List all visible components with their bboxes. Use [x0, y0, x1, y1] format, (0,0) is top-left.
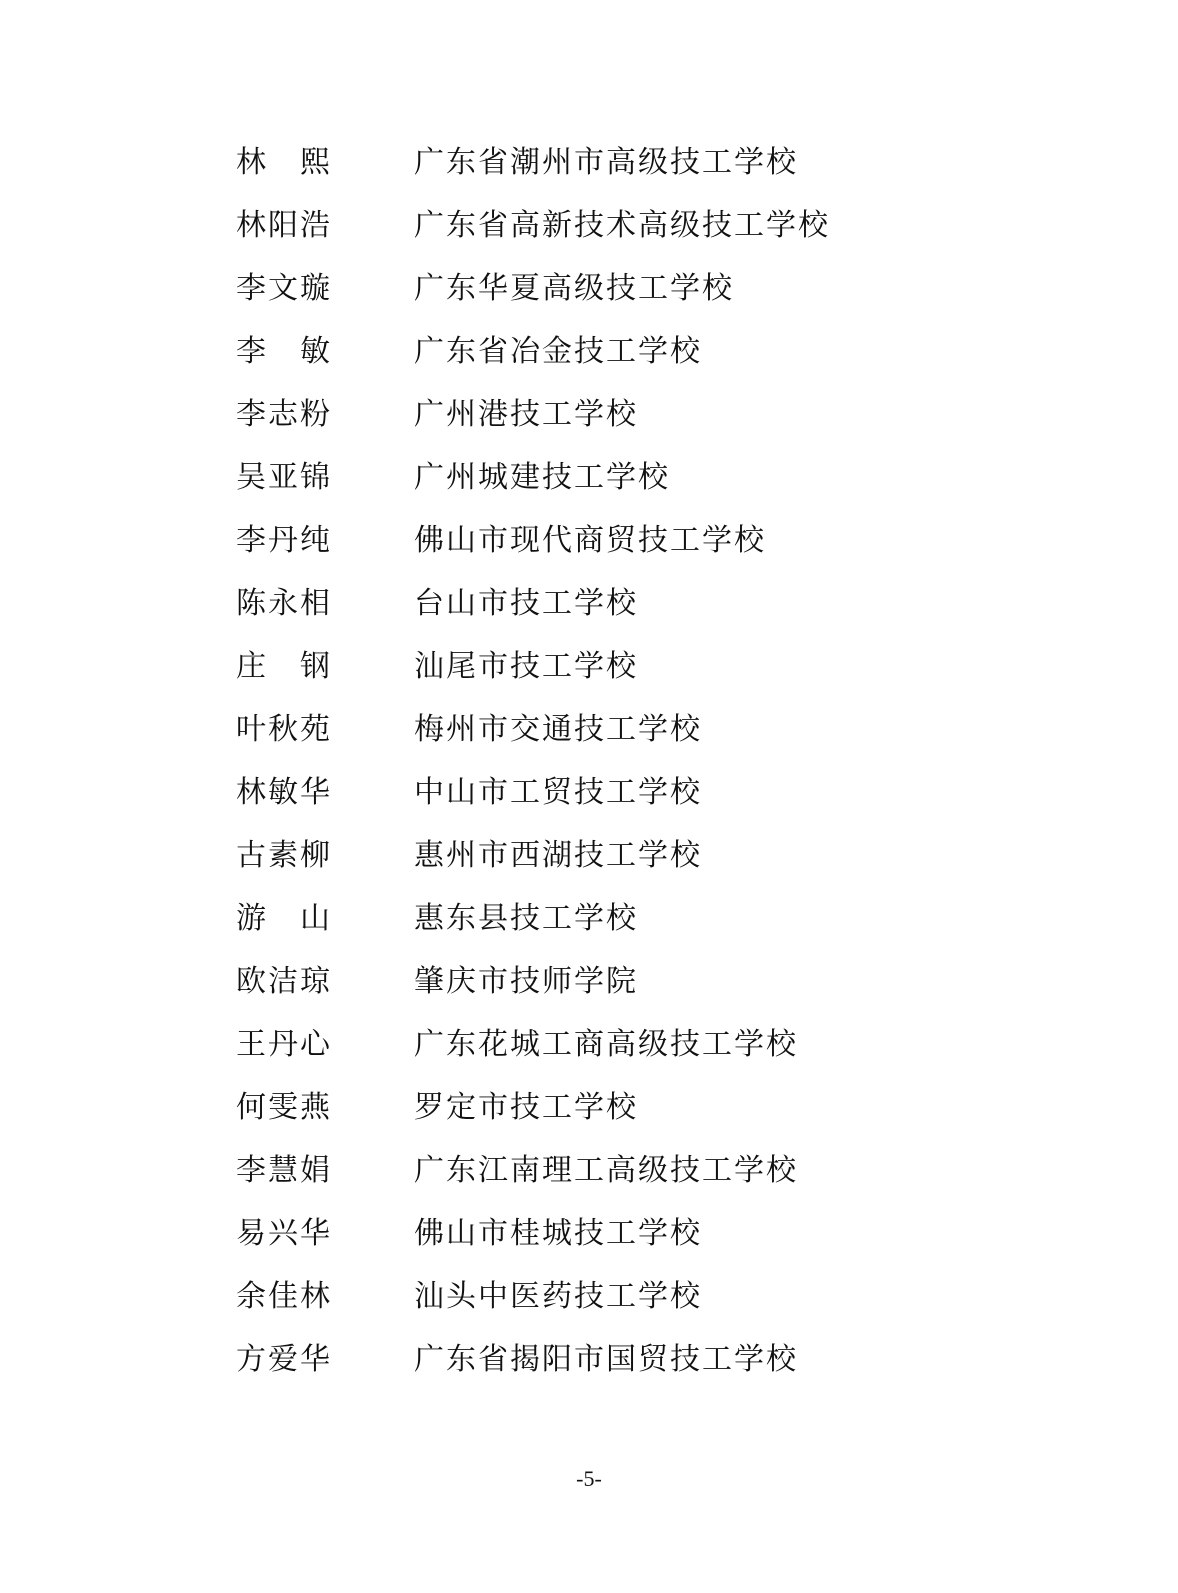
list-item	[236, 883, 996, 946]
list-item	[236, 1324, 996, 1387]
person-name: 方爱华	[236, 1341, 332, 1377]
person-name: 古素柳	[236, 837, 332, 873]
list-item	[236, 316, 996, 379]
school-name: 广东华夏高级技工学校	[414, 270, 734, 306]
list-item	[236, 1009, 996, 1072]
school-name: 广东省潮州市高级技工学校	[414, 144, 798, 180]
school-name: 广东省高新技术高级技工学校	[414, 207, 830, 243]
person-name: 何雯燕	[236, 1089, 332, 1125]
list-item	[236, 1261, 996, 1324]
list-item	[236, 1135, 996, 1198]
person-name: 林阳浩	[236, 207, 332, 243]
list-item	[236, 1072, 996, 1135]
school-name: 佛山市桂城技工学校	[414, 1215, 702, 1251]
list-item	[236, 820, 996, 883]
school-name: 佛山市现代商贸技工学校	[414, 522, 766, 558]
person-name: 李 敏	[236, 333, 332, 369]
school-name: 广东花城工商高级技工学校	[414, 1026, 798, 1062]
person-name: 吴亚锦	[236, 459, 332, 495]
school-name: 梅州市交通技工学校	[414, 711, 702, 747]
list-item	[236, 190, 996, 253]
name-list	[236, 127, 996, 1387]
school-name: 汕头中医药技工学校	[414, 1278, 702, 1314]
list-item	[236, 127, 996, 190]
list-item	[236, 505, 996, 568]
school-name: 惠东县技工学校	[414, 900, 638, 936]
page-number: -5-	[576, 1466, 602, 1491]
list-item	[236, 1198, 996, 1261]
person-name: 游 山	[236, 900, 332, 936]
list-item	[236, 631, 996, 694]
school-name: 汕尾市技工学校	[414, 648, 638, 684]
person-name: 林 熙	[236, 144, 332, 180]
school-name: 中山市工贸技工学校	[414, 774, 702, 810]
person-name: 易兴华	[236, 1215, 332, 1251]
person-name: 王丹心	[236, 1026, 332, 1062]
list-item	[236, 694, 996, 757]
list-item	[236, 757, 996, 820]
school-name: 惠州市西湖技工学校	[414, 837, 702, 873]
list-item	[236, 442, 996, 505]
school-name: 肇庆市技师学院	[414, 963, 638, 999]
person-name: 李慧娟	[236, 1152, 332, 1188]
person-name: 李文璇	[236, 270, 332, 306]
person-name: 余佳林	[236, 1278, 332, 1314]
school-name: 台山市技工学校	[414, 585, 638, 621]
school-name: 广东省冶金技工学校	[414, 333, 702, 369]
person-name: 陈永相	[236, 585, 332, 621]
person-name: 李志粉	[236, 396, 332, 432]
person-name: 叶秋苑	[236, 711, 332, 747]
school-name: 广州港技工学校	[414, 396, 638, 432]
person-name: 李丹纯	[236, 522, 332, 558]
school-name: 广东省揭阳市国贸技工学校	[414, 1341, 798, 1377]
person-name: 林敏华	[236, 774, 332, 810]
list-item	[236, 379, 996, 442]
list-item	[236, 568, 996, 631]
list-item	[236, 946, 996, 1009]
school-name: 广东江南理工高级技工学校	[414, 1152, 798, 1188]
person-name: 庄 钢	[236, 648, 332, 684]
list-item	[236, 253, 996, 316]
person-name: 欧洁琼	[236, 963, 332, 999]
school-name: 广州城建技工学校	[414, 459, 670, 495]
school-name: 罗定市技工学校	[414, 1089, 638, 1125]
